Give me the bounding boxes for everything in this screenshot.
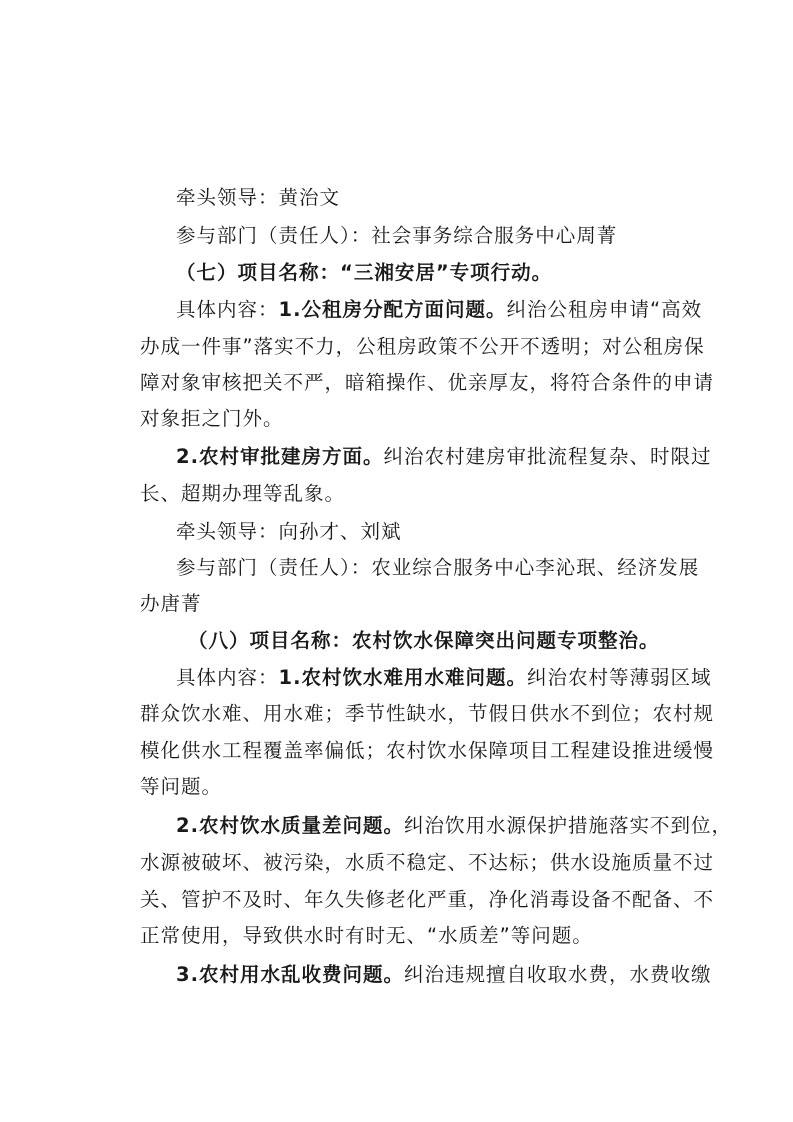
- text: 具体内容：: [176, 298, 279, 321]
- content-line: [140, 922, 680, 950]
- text: 办成一件事”落实不力，公租房政策不公开不透明；对公租房保: [140, 335, 705, 358]
- text: 水源被破坏、被污染，水质不稳定、不达标；供水设施质量不过: [140, 851, 715, 874]
- text: 具体内容：: [176, 666, 279, 689]
- content-line-7-1: [176, 296, 703, 324]
- content-line: [140, 737, 715, 765]
- bold-text: 3.农村用水乱收费问题。: [176, 963, 404, 986]
- text: 牵头领导：向孙才、刘斌: [176, 520, 402, 543]
- bold-text: 1.公租房分配方面问题。: [278, 298, 507, 321]
- content-line: [140, 369, 715, 397]
- section-heading-7: [176, 259, 676, 287]
- text: 参与部门（责任人）：社会事务综合服务中心周菁: [176, 224, 618, 247]
- content-line-8-1: [176, 664, 712, 692]
- dept-line-7b: [176, 554, 700, 582]
- dept-line-7: [176, 222, 676, 250]
- text: 关、管护不及时、年久失修老化严重，净化消毒设备不配备、不: [140, 888, 715, 911]
- content-line-8-3: [176, 961, 712, 989]
- text: 长、超期办理等乱象。: [140, 482, 346, 505]
- lead-leader-line-7: [176, 184, 676, 212]
- content-line-8-2: [176, 812, 732, 840]
- text: 纠治农村建房审批流程复杂、时限过: [383, 445, 712, 468]
- content-line: [140, 886, 715, 914]
- text: 障对象审核把关不严，暗箱操作、优亲厚友，将符合条件的申请: [140, 371, 715, 394]
- text: 纠治公租房申请“高效: [506, 298, 703, 321]
- text: 纠治农村等薄弱区域: [527, 666, 712, 689]
- text: （八）项目名称：农村饮水保障突出问题专项整治。: [188, 629, 660, 652]
- text: 牵头领导：黄治文: [176, 186, 341, 209]
- content-line: [140, 333, 705, 361]
- content-line: [140, 700, 715, 728]
- content-line: [140, 590, 680, 618]
- text: 模化供水工程覆盖率偏低；农村饮水保障项目工程建设推进缓慢: [140, 739, 715, 762]
- bold-text: 2.农村饮水质量差问题。: [176, 814, 404, 837]
- text: 纠治违规擅自收取水费，水费收缴: [403, 963, 712, 986]
- text: 群众饮水难、用水难；季节性缺水，节假日供水不到位；农村规: [140, 702, 715, 725]
- lead-leader-line-7b: [176, 518, 676, 546]
- content-line: [140, 849, 715, 877]
- content-line: [140, 405, 680, 433]
- bold-text: 2.农村审批建房方面。: [176, 445, 384, 468]
- section-heading-8: [188, 627, 678, 655]
- text: （七）项目名称：“三湘安居”专项行动。: [176, 261, 553, 284]
- text: 正常使用，导致供水时有时无、“水质差”等问题。: [140, 924, 593, 947]
- text: 等问题。: [140, 775, 223, 798]
- text: 对象拒之门外。: [140, 407, 284, 430]
- content-line-7-2: [176, 443, 712, 471]
- bold-text: 1.农村饮水难用水难问题。: [278, 666, 527, 689]
- content-line: [140, 480, 680, 508]
- text: 办唐菁: [140, 592, 202, 615]
- content-line: [140, 773, 680, 801]
- text: 纠治饮用水源保护措施落实不到位，: [403, 814, 732, 837]
- text: 参与部门（责任人）：农业综合服务中心李沁珉、经济发展: [176, 556, 700, 579]
